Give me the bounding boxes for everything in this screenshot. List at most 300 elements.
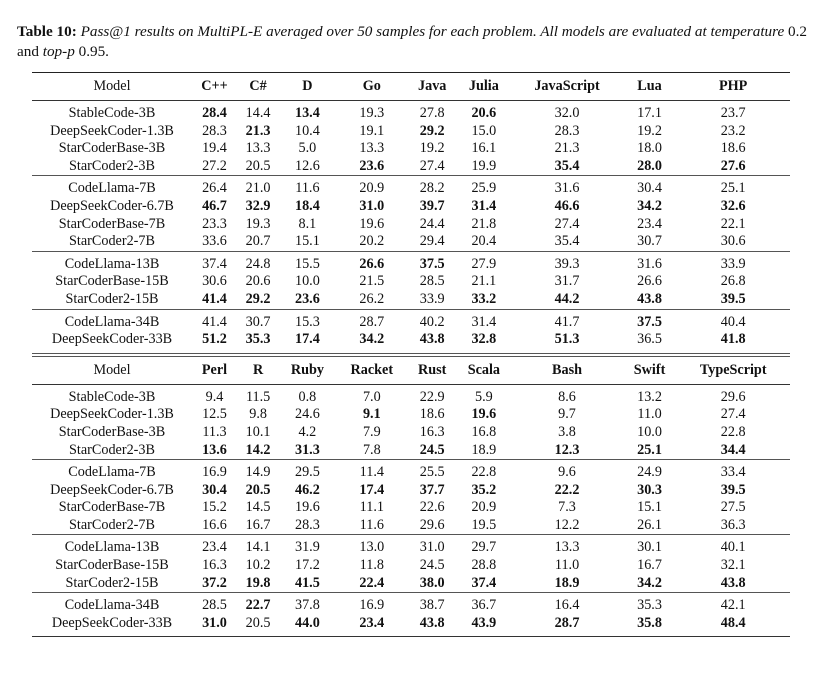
score-cell: 11.3 <box>202 423 227 440</box>
score-cell: 26.4 <box>192 176 237 198</box>
table-row <box>32 273 790 291</box>
score-cell: 15.2 <box>202 499 227 516</box>
score-cell: 9.6 <box>511 460 622 482</box>
table-row <box>32 123 790 141</box>
score-cell: 22.8 <box>456 460 511 482</box>
score-cell: 4.2 <box>298 423 317 440</box>
score-cell-best: 37.4 <box>471 574 497 591</box>
score-cell: 20.7 <box>245 233 271 250</box>
score-cell: 27.4 <box>720 406 746 423</box>
score-cell: 17.2 <box>294 557 320 574</box>
score-cell-best: 46.2 <box>294 481 320 498</box>
column-header: Swift <box>623 355 677 385</box>
model-name-cell: DeepSeekCoder-6.7B <box>50 481 174 498</box>
score-cell-best: 51.2 <box>192 331 237 355</box>
score-cell-best: 34.2 <box>637 197 662 214</box>
score-cell: 16.7 <box>637 557 662 574</box>
score-cell: 38.7 <box>408 593 456 615</box>
score-cell: 28.5 <box>192 593 237 615</box>
score-cell-best: 28.4 <box>202 105 227 121</box>
model-name-cell: StableCode-3B <box>68 105 156 121</box>
score-cell-best: 35.3 <box>237 331 279 355</box>
score-cell: 40.1 <box>676 535 790 557</box>
model-name-cell: CodeLlama-13B <box>32 535 192 557</box>
score-cell: 7.0 <box>362 388 381 405</box>
score-cell: 16.9 <box>336 593 408 615</box>
score-cell: 28.7 <box>336 309 408 331</box>
score-cell: 25.9 <box>456 176 511 198</box>
model-name-cell: StarCoder2-7B <box>69 516 155 533</box>
score-cell: 7.8 <box>362 441 381 458</box>
score-cell: 24.6 <box>294 406 320 423</box>
score-cell: 29.5 <box>279 460 335 482</box>
score-cell: 30.1 <box>623 535 677 557</box>
score-cell: 29.7 <box>456 535 511 557</box>
score-cell: 11.4 <box>336 460 408 482</box>
score-cell-best: 27.6 <box>720 157 746 174</box>
score-cell: 24.9 <box>623 460 677 482</box>
score-cell: 12.2 <box>554 516 580 533</box>
score-cell: 10.2 <box>245 557 271 574</box>
score-cell: 20.5 <box>237 615 279 637</box>
score-cell: 24.5 <box>419 557 445 574</box>
score-cell: 24.4 <box>419 215 445 232</box>
table-row <box>32 101 790 123</box>
score-cell-best: 37.5 <box>623 309 677 331</box>
score-cell: 10.1 <box>245 423 271 440</box>
score-cell-best: 35.8 <box>623 615 677 637</box>
score-cell: 14.4 <box>245 105 271 121</box>
score-cell: 36.7 <box>456 593 511 615</box>
score-cell-best: 19.8 <box>245 574 271 591</box>
model-name-cell: DeepSeekCoder-6.7B <box>50 197 174 214</box>
score-cell: 28.2 <box>408 176 456 198</box>
column-header: R <box>237 355 279 385</box>
score-cell: 36.3 <box>720 516 746 533</box>
score-cell: 27.2 <box>202 157 227 174</box>
model-name-cell: CodeLlama-7B <box>32 460 192 482</box>
score-cell: 27.5 <box>720 499 746 516</box>
score-cell: 16.3 <box>419 423 445 440</box>
score-cell-best: 13.4 <box>294 105 320 121</box>
score-cell-best: 30.3 <box>637 481 662 498</box>
score-cell: 19.6 <box>359 215 385 232</box>
score-cell: 13.2 <box>637 388 662 405</box>
score-cell-best: 28.0 <box>637 157 662 174</box>
score-cell-best: 43.8 <box>637 290 662 307</box>
model-name-cell: StarCoderBase-3B <box>58 423 166 440</box>
score-cell: 21.1 <box>471 273 497 290</box>
column-header: Ruby <box>279 355 335 385</box>
score-cell: 25.5 <box>408 460 456 482</box>
column-header: JavaScript <box>511 73 622 101</box>
score-cell-best: 31.0 <box>192 615 237 637</box>
table-row <box>32 233 790 251</box>
column-header: Lua <box>623 73 677 101</box>
model-name-cell: StarCoder2-15B <box>65 290 159 307</box>
score-cell: 19.4 <box>202 140 227 157</box>
score-cell-best: 33.2 <box>471 290 497 307</box>
score-cell: 33.4 <box>676 460 790 482</box>
score-cell: 20.9 <box>336 176 408 198</box>
score-cell: 37.4 <box>192 251 237 273</box>
score-cell: 32.0 <box>554 105 580 121</box>
table-row <box>32 216 790 234</box>
score-cell: 21.3 <box>554 140 580 157</box>
table-row <box>32 331 790 355</box>
model-name-cell: CodeLlama-34B <box>32 593 192 615</box>
score-cell: 25.1 <box>676 176 790 198</box>
score-cell: 8.6 <box>558 388 576 405</box>
model-name-cell: StarCoder2-15B <box>65 574 159 591</box>
score-cell: 10.0 <box>294 273 320 290</box>
score-cell: 18.6 <box>419 406 445 423</box>
score-cell-best: 17.4 <box>279 331 335 355</box>
model-name-cell: StarCoderBase-15B <box>55 557 169 574</box>
score-cell-best: 43.8 <box>408 615 456 637</box>
score-cell-best: 35.2 <box>471 481 497 498</box>
score-cell-best: 23.6 <box>294 290 320 307</box>
score-cell: 15.0 <box>471 122 497 139</box>
score-cell: 27.8 <box>419 105 445 121</box>
score-cell-best: 41.5 <box>294 574 320 591</box>
model-name-cell: StarCoderBase-7B <box>58 215 166 232</box>
header-row <box>32 355 790 385</box>
score-cell-best: 22.4 <box>359 574 385 591</box>
table-row <box>32 384 790 406</box>
column-header: C++ <box>192 73 237 101</box>
score-cell: 15.1 <box>294 233 320 250</box>
score-cell-best: 48.4 <box>676 615 790 637</box>
score-cell: 22.9 <box>419 388 445 405</box>
model-name-cell: StarCoderBase-7B <box>58 499 166 516</box>
score-cell: 16.6 <box>202 516 227 533</box>
caption-temperature: temperature <box>710 23 785 40</box>
score-cell: 42.1 <box>676 593 790 615</box>
score-cell: 14.1 <box>237 535 279 557</box>
score-cell-best: 35.4 <box>554 157 580 174</box>
table-row <box>32 460 790 482</box>
score-cell: 12.5 <box>202 406 227 423</box>
score-cell: 26.6 <box>637 273 662 290</box>
table-row <box>32 517 790 535</box>
score-cell-best: 39.7 <box>419 197 445 214</box>
score-cell: 11.6 <box>279 176 335 198</box>
score-cell: 20.2 <box>359 233 385 250</box>
score-cell: 0.8 <box>298 388 317 405</box>
score-cell: 9.4 <box>205 388 224 405</box>
header-row <box>32 73 790 101</box>
table-row <box>32 176 790 198</box>
score-cell: 31.7 <box>554 273 580 290</box>
score-cell: 23.4 <box>637 215 662 232</box>
score-cell: 30.7 <box>637 233 662 250</box>
score-cell-best: 37.7 <box>419 481 445 498</box>
score-cell: 29.6 <box>720 388 746 405</box>
score-cell: 18.0 <box>637 140 662 157</box>
model-name-cell: DeepSeekCoder-1.3B <box>50 122 174 139</box>
column-header: Scala <box>456 355 511 385</box>
score-cell-best: 41.8 <box>676 331 790 355</box>
table-row <box>32 535 790 557</box>
score-cell: 33.6 <box>202 233 227 250</box>
score-cell-best: 34.4 <box>720 441 746 458</box>
score-cell: 20.9 <box>471 499 497 516</box>
score-cell: 12.6 <box>294 157 320 174</box>
score-cell-best: 24.5 <box>419 441 445 458</box>
score-cell: 19.5 <box>471 516 497 533</box>
score-cell: 11.1 <box>359 499 384 516</box>
score-cell: 22.8 <box>720 423 746 440</box>
score-cell: 31.4 <box>456 309 511 331</box>
score-cell-best: 44.2 <box>554 290 580 307</box>
score-cell: 19.2 <box>419 140 445 157</box>
score-cell: 31.0 <box>408 535 456 557</box>
column-header: Julia <box>456 73 511 101</box>
score-cell: 23.4 <box>192 535 237 557</box>
score-cell: 20.6 <box>245 273 271 290</box>
column-header-model: Model <box>32 355 192 385</box>
table-row <box>32 593 790 615</box>
caption-temperature-value: 0.2 and <box>17 23 807 60</box>
column-header: Java <box>408 73 456 101</box>
score-cell: 30.6 <box>720 233 746 250</box>
score-cell: 21.8 <box>471 215 497 232</box>
score-cell: 20.4 <box>471 233 497 250</box>
score-cell: 11.0 <box>554 557 580 574</box>
score-cell-best: 29.2 <box>245 290 271 307</box>
table-row <box>32 499 790 517</box>
score-cell: 17.1 <box>637 105 662 121</box>
score-cell: 28.3 <box>554 122 580 139</box>
score-cell: 26.2 <box>359 290 385 307</box>
column-header: Perl <box>192 355 237 385</box>
score-cell-best: 31.0 <box>359 197 385 214</box>
score-cell-best: 13.6 <box>202 441 227 458</box>
score-cell-best: 23.4 <box>336 615 408 637</box>
score-cell: 15.1 <box>637 499 662 516</box>
score-cell: 30.7 <box>237 309 279 331</box>
score-cell: 21.5 <box>359 273 385 290</box>
score-cell-best: 32.6 <box>720 197 746 214</box>
score-cell: 23.3 <box>202 215 227 232</box>
score-cell: 35.4 <box>554 233 580 250</box>
score-cell-best: 22.7 <box>237 593 279 615</box>
score-cell: 31.6 <box>623 251 677 273</box>
score-cell-best: 21.3 <box>245 122 271 139</box>
score-cell: 10.0 <box>637 423 662 440</box>
score-cell-best: 37.5 <box>408 251 456 273</box>
score-cell-best: 51.3 <box>511 331 622 355</box>
score-cell: 15.3 <box>279 309 335 331</box>
score-cell: 22.1 <box>720 215 746 232</box>
column-header: Bash <box>511 355 622 385</box>
score-cell-best: 12.3 <box>554 441 580 458</box>
column-header: Racket <box>336 355 408 385</box>
score-cell: 24.8 <box>237 251 279 273</box>
score-cell: 23.7 <box>720 105 746 121</box>
score-cell: 7.9 <box>362 423 381 440</box>
score-cell-best: 14.2 <box>245 441 271 458</box>
caption-top-p-value: 0.95. <box>74 42 109 60</box>
score-cell: 29.6 <box>419 516 445 533</box>
score-cell: 7.3 <box>558 499 576 516</box>
score-cell: 13.0 <box>336 535 408 557</box>
score-cell: 11.8 <box>359 557 384 574</box>
score-cell: 40.2 <box>408 309 456 331</box>
score-cell: 19.3 <box>359 105 385 121</box>
score-cell-best: 43.8 <box>408 331 456 355</box>
score-cell: 28.5 <box>419 273 445 290</box>
score-cell: 19.3 <box>245 215 271 232</box>
score-cell-best: 46.7 <box>202 197 227 214</box>
caption-label: Table 10: <box>17 23 77 40</box>
table-row <box>32 557 790 575</box>
score-cell: 28.3 <box>294 516 320 533</box>
table-row <box>32 424 790 442</box>
score-cell: 21.0 <box>237 176 279 198</box>
score-cell: 3.8 <box>558 423 576 440</box>
model-name-cell: CodeLlama-13B <box>32 251 192 273</box>
score-cell: 14.9 <box>237 460 279 482</box>
score-cell: 37.8 <box>279 593 335 615</box>
model-name-cell: CodeLlama-7B <box>32 176 192 198</box>
score-cell: 36.5 <box>623 331 677 355</box>
score-cell-best: 41.4 <box>202 290 227 307</box>
score-cell-best: 20.5 <box>245 481 271 498</box>
score-cell-best: 32.9 <box>245 197 271 214</box>
score-cell: 18.6 <box>720 140 746 157</box>
score-cell-best: 20.6 <box>471 105 497 121</box>
score-cell: 31.6 <box>511 176 622 198</box>
score-cell-best: 18.4 <box>294 197 320 214</box>
score-cell: 27.4 <box>419 157 445 174</box>
score-cell: 8.1 <box>298 215 317 232</box>
score-cell: 9.8 <box>249 406 267 423</box>
score-cell: 40.4 <box>676 309 790 331</box>
table-row <box>32 251 790 273</box>
model-name-cell: DeepSeekCoder-33B <box>32 615 192 637</box>
score-cell-best: 37.2 <box>202 574 227 591</box>
column-header: Rust <box>408 355 456 385</box>
model-name-cell: StarCoder2-3B <box>69 157 155 174</box>
score-cell: 22.6 <box>419 499 445 516</box>
score-cell-best: 23.6 <box>359 157 385 174</box>
model-name-cell: StarCoderBase-3B <box>58 140 166 157</box>
score-cell: 16.1 <box>471 140 497 157</box>
score-cell: 31.9 <box>279 535 335 557</box>
score-cell-best: 43.9 <box>456 615 511 637</box>
score-cell-best: 18.9 <box>554 574 580 591</box>
column-header: TypeScript <box>676 355 790 385</box>
table-row <box>32 309 790 331</box>
score-cell: 16.4 <box>511 593 622 615</box>
score-cell: 23.2 <box>720 122 746 139</box>
score-cell-best: 31.3 <box>294 441 320 458</box>
score-cell: 27.9 <box>456 251 511 273</box>
score-cell: 28.8 <box>471 557 497 574</box>
score-cell: 19.1 <box>359 122 385 139</box>
caption-text: Pass@1 results on MultiPL-E averaged over 50 samples for each problem. All models are evaluated at <box>80 23 711 40</box>
score-cell-best: 39.5 <box>720 290 746 307</box>
table-row <box>32 198 790 216</box>
score-cell: 11.5 <box>245 388 271 405</box>
score-cell: 11.0 <box>637 406 662 423</box>
score-cell: 41.4 <box>192 309 237 331</box>
score-cell: 28.3 <box>202 122 227 139</box>
score-cell: 11.6 <box>359 516 384 533</box>
score-cell: 14.5 <box>245 499 271 516</box>
table-row <box>32 442 790 460</box>
model-name-cell: DeepSeekCoder-33B <box>32 331 192 355</box>
score-cell: 41.7 <box>511 309 622 331</box>
score-cell-best: 39.5 <box>720 481 746 498</box>
score-cell: 5.9 <box>474 388 493 405</box>
score-cell: 35.3 <box>623 593 677 615</box>
model-name-cell: StableCode-3B <box>68 388 156 405</box>
table-row <box>32 291 790 309</box>
score-cell-best: 46.6 <box>554 197 580 214</box>
table-row <box>32 158 790 176</box>
table-row <box>32 575 790 593</box>
score-cell-best: 34.2 <box>336 331 408 355</box>
score-cell-best: 28.7 <box>511 615 622 637</box>
model-name-cell: CodeLlama-34B <box>32 309 192 331</box>
score-cell: 15.5 <box>279 251 335 273</box>
model-name-cell: StarCoder2-3B <box>69 441 155 458</box>
score-cell-best: 34.2 <box>637 574 662 591</box>
score-cell: 10.4 <box>294 122 320 139</box>
score-cell: 13.3 <box>511 535 622 557</box>
score-cell: 19.2 <box>637 122 662 139</box>
caption-top-p: top-p <box>42 42 75 60</box>
column-header-model: Model <box>32 73 192 101</box>
score-cell-best: 44.0 <box>279 615 335 637</box>
score-cell: 13.3 <box>245 140 271 157</box>
score-cell-best: 30.4 <box>202 481 227 498</box>
score-cell: 27.4 <box>554 215 580 232</box>
model-name-cell: StarCoderBase-15B <box>55 273 169 290</box>
score-cell: 30.6 <box>202 273 227 290</box>
score-cell: 26.8 <box>720 273 746 290</box>
score-cell-best: 25.1 <box>637 441 662 458</box>
score-cell: 26.1 <box>637 516 662 533</box>
score-cell: 9.7 <box>558 406 576 423</box>
score-cell-best: 29.2 <box>419 122 445 139</box>
score-cell: 39.3 <box>511 251 622 273</box>
score-cell-best: 32.8 <box>456 331 511 355</box>
score-cell-best: 17.4 <box>359 481 385 498</box>
column-header: C# <box>237 73 279 101</box>
score-cell: 19.9 <box>471 157 497 174</box>
table-row <box>32 406 790 424</box>
model-name-cell: DeepSeekCoder-1.3B <box>50 406 174 423</box>
score-cell-best: 26.6 <box>336 251 408 273</box>
score-cell-best: 19.6 <box>471 406 497 423</box>
score-cell: 29.4 <box>419 233 445 250</box>
results-table <box>32 72 790 637</box>
score-cell: 16.3 <box>202 557 227 574</box>
score-cell-best: 22.2 <box>554 481 580 498</box>
model-name-cell: StarCoder2-7B <box>69 233 155 250</box>
score-cell: 30.4 <box>623 176 677 198</box>
table-row <box>32 482 790 500</box>
score-cell: 5.0 <box>298 140 317 157</box>
score-cell: 32.1 <box>720 557 746 574</box>
score-cell: 16.7 <box>245 516 271 533</box>
column-header: Go <box>336 73 408 101</box>
column-header: D <box>279 73 335 101</box>
